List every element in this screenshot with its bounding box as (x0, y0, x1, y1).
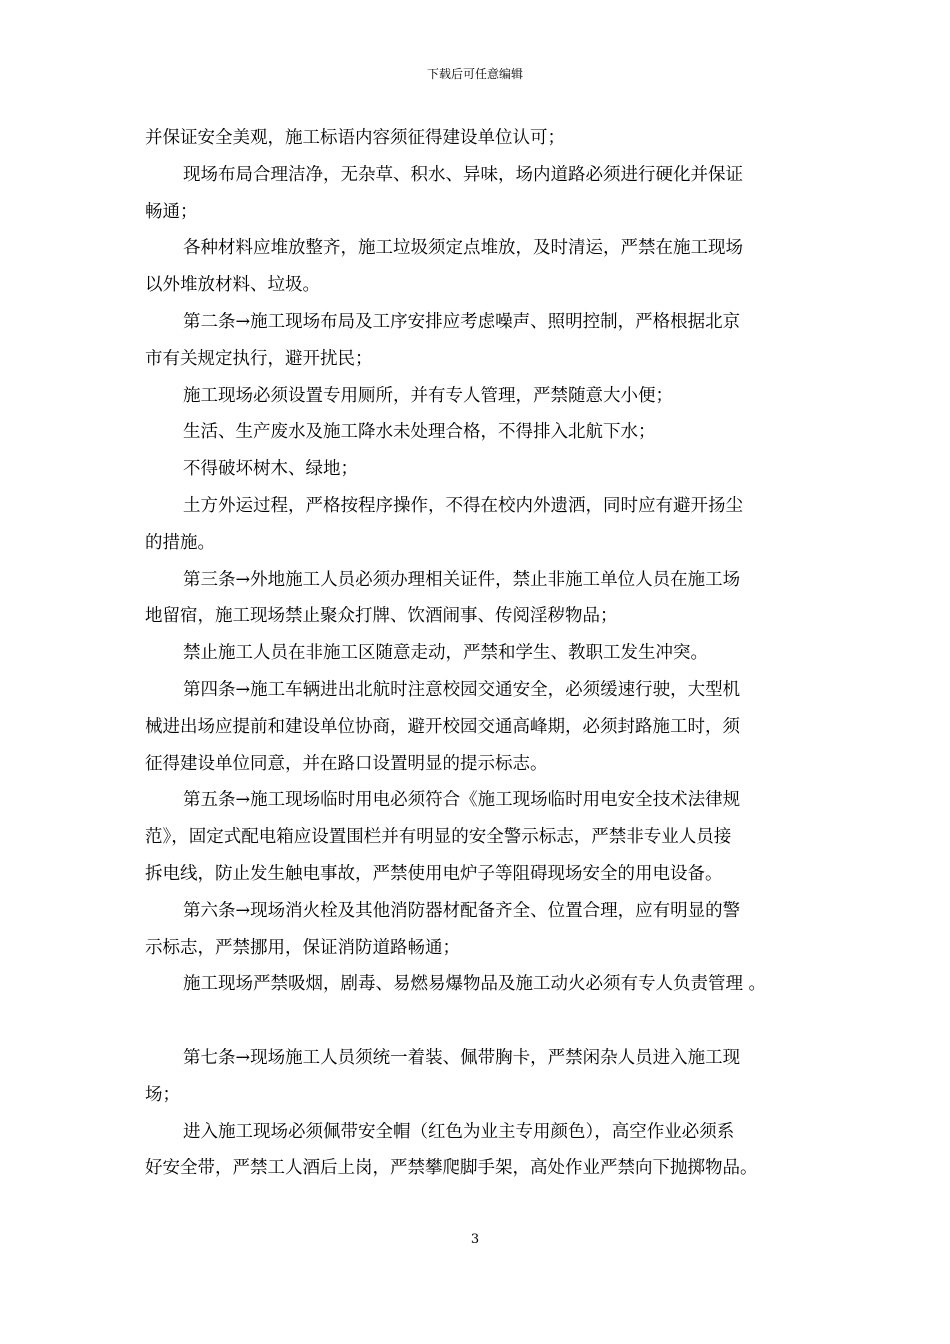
text-line: 械进出场应提前和建设单位协商，避开校园交通高峰期，必须封路施工时，须 (145, 716, 740, 737)
article-six: 第六条→现场消火栓及其他消防器材配备齐全、位置合理，应有明显的警 (183, 900, 741, 921)
page-header: 下载后可任意编辑 (426, 67, 523, 81)
text-line: 地留宿，施工现场禁止聚众打牌、饮酒闹事、传阅淫秽物品； (145, 606, 618, 627)
paragraph-start: 不得破坏树木、绿地； (183, 459, 358, 480)
text-line: 范》，固定式配电箱应设置围栏并有明显的安全警示标志，严禁非专业人员接 (145, 827, 732, 848)
text-line: 场； (145, 1084, 180, 1105)
document-body (145, 120, 813, 1187)
text-line: 畅通； (145, 201, 198, 222)
article-five: 第五条→施工现场临时用电必须符合《施工现场临时用电安全技术法律规 (183, 790, 741, 811)
paragraph-start: 进入施工现场必须佩带安全帽（红色为业主专用颜色），高空作业必须系 (183, 1121, 735, 1142)
text-line: 示标志，严禁挪用，保证消防道路畅通； (145, 937, 460, 958)
text-line: 拆电线，防止发生触电事故，严禁使用电炉子等阻碍现场安全的用电设备。 (145, 863, 723, 884)
text-line: 征得建设单位同意，并在路口设置明显的提示标志。 (145, 753, 548, 774)
paragraph-start: 各种材料应堆放整齐，施工垃圾须定点堆放，及时清运，严禁在施工现场 (183, 238, 743, 259)
article-three: 第三条→外地施工人员必须办理相关证件，禁止非施工单位人员在施工场 (183, 569, 741, 590)
paragraph-start: 施工现场必须设置专用厕所，并有专人管理，严禁随意大小便； (183, 385, 673, 406)
text-line: 的措施。 (145, 532, 215, 553)
text-line: 市有关规定执行，避开扰民； (145, 348, 373, 369)
page-number: 3 (470, 1232, 480, 1247)
paragraph-start: 土方外运过程，严格按程序操作，不得在校内外遗洒，同时应有避开扬尘 (183, 495, 743, 516)
paragraph-start: 现场布局合理洁净，无杂草、积水、异味，场内道路必须进行硬化并保证 (183, 164, 743, 185)
article-seven: 第七条→现场施工人员须统一着装、佩带胸卡，严禁闲杂人员进入施工现 (183, 1047, 741, 1068)
article-four: 第四条→施工车辆进出北航时注意校园交通安全，必须缓速行驶，大型机 (183, 679, 741, 700)
paragraph-start: 施工现场严禁吸烟，剧毒、易燃易爆物品及施工动火必须有专人负责管理 。 (183, 974, 767, 995)
article-two: 第二条→施工现场布局及工序安排应考虑噪声、照明控制，严格根据北京 (183, 311, 741, 332)
paragraph-start: 生活、生产废水及施工降水未处理合格，不得排入北航下水； (183, 422, 656, 443)
text-line: 并保证安全美观，施工标语内容须征得建设单位认可； (145, 128, 565, 148)
paragraph-start: 禁止施工人员在非施工区随意走动，严禁和学生、教职工发生冲突。 (183, 643, 708, 664)
text-line: 好安全带，严禁工人酒后上岗，严禁攀爬脚手架，高处作业严禁向下抛掷物品。 (145, 1158, 758, 1179)
blank-line (145, 1003, 813, 1040)
text-line: 以外堆放材料、垃圾。 (145, 275, 320, 296)
